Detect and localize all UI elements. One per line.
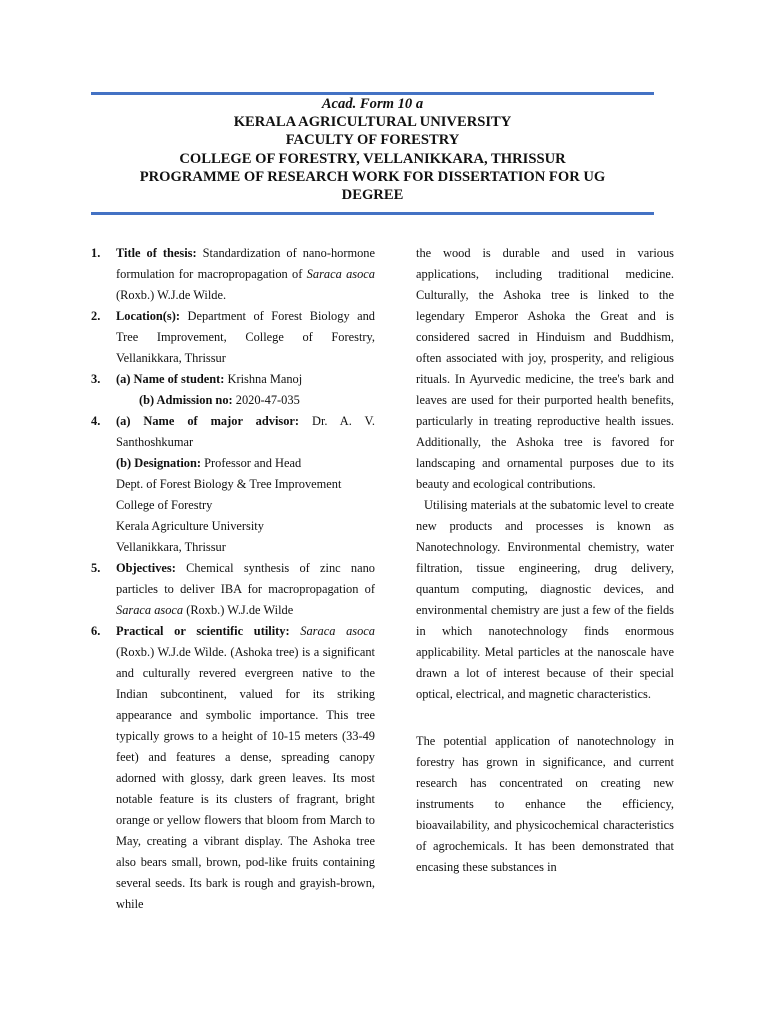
item-text: (Roxb.) W.J.de Wilde: [183, 603, 294, 617]
right-column: [416, 243, 674, 878]
designation-text: Professor and Head: [201, 456, 302, 470]
item-text: Chemical synthesis of zinc nano particles to deliver IBA for macropropagation of: [116, 561, 375, 596]
forestry-nanotech-paragraph: The potential application of nanotechnology in forestry has grown in significance, and current research has concentrated on creating new instruments to enhance the efficiency, bioavailability, and physicochemical characteristics of agrochemicals. It has been demonstrated that encasing these substances in: [416, 734, 674, 874]
utility-paragraph-cont: the wood is durable and used in various applications, including traditional medicine. Culturally, the Ashoka tree is linked to the legendary Emperor Ashoka the Great and is considered sacred in Hinduism and Buddhism, often associated with joy, prosperity, and religious rituals. In Ayurvedic medicine, the tree's bark and leaves are used for their purported health benefits, particularly in treating reproductive health issues. Additionally, the Ashoka tree is favored for landscaping and ornamental purposes due to its beauty and ecological contributions.: [416, 246, 674, 491]
item-number: 1.: [91, 246, 101, 260]
item-label: (b) Admission no:: [139, 393, 233, 407]
item-label: Objectives:: [116, 561, 176, 575]
item-label: (a) Name of major advisor:: [116, 414, 300, 428]
species-name: Saraca asoca: [116, 603, 184, 617]
item-student: [91, 369, 375, 390]
item-label: (a) Name of student:: [116, 372, 225, 386]
item-number: 3.: [91, 372, 101, 386]
item-admission: [91, 390, 375, 411]
advisor-college: College of Forestry: [116, 498, 213, 512]
advisor-name: Dr. A. V. Santhoshkumar: [116, 414, 375, 449]
item-label: Title of thesis:: [116, 246, 197, 260]
item-title: [91, 243, 375, 306]
university-name: KERALA AGRICULTURAL UNIVERSITY: [233, 114, 512, 131]
item-label: (b) Designation:: [116, 456, 202, 470]
species-name: Saraca asoca: [306, 267, 375, 281]
programme-title: PROGRAMME OF RESEARCH WORK FOR DISSERTATION FOR UG: [139, 168, 606, 185]
advisor-place: Vellanikkara, Thrissur: [116, 540, 226, 554]
student-name: Krishna Manoj: [224, 372, 303, 386]
species-name: Saraca asoca: [289, 624, 375, 638]
faculty-name: FACULTY OF FORESTRY: [285, 132, 460, 149]
item-text: (Roxb.) W.J.de Wilde.: [116, 288, 227, 302]
item-number: 2.: [91, 309, 101, 323]
item-label: Practical or scientific utility:: [116, 624, 290, 638]
item-number: 5.: [91, 561, 101, 575]
advisor-designation: [91, 453, 375, 474]
advisor-dept: Dept. of Forest Biology & Tree Improvement: [116, 477, 342, 491]
item-utility: [91, 621, 375, 915]
form-title: Acad. Form 10 a: [321, 96, 424, 112]
item-text: Department of Forest Biology and Tree Improvement, College of Forestry, Vellanikkara, Thrissur: [116, 309, 375, 365]
item-label: Location(s):: [116, 309, 181, 323]
item-objectives: [91, 558, 375, 621]
item-text: (Roxb.) W.J.de Wilde. (Ashoka tree) is a significant and culturally revered evergreen native to the Indian subcontinent, valued for its striking appearance and symbolic importance. This tree typically grows to a height of 10-15 meters (33-49 feet) and features a dense, spreading canopy adorned with glossy, dark green leaves. Its most notable feature is its clusters of fragrant, bright orange or yellow flowers that bloom from March to May, creating a vibrant display. The Ashoka tree also bears small, brown, pod-like fruits containing several seeds. Its bark is rough and grayish-brown, while: [116, 645, 375, 911]
document-header: [91, 95, 654, 204]
nanotech-paragraph: Utilising materials at the subatomic level to create new products and processes is known as Nanotechnology. Environmental chemistry, water filtration, tissue engineering, drug delivery, quantum computing, diagnostic devices, and environmental chemistry are just a few of the fields in which nanotechnology finds enormous applicability. Metal particles at the nanoscale have drawn a lot of interest because of their special optical, electrical, and magnetic characteristics.: [416, 498, 674, 701]
item-advisor: [91, 411, 375, 453]
header-bottom-rule: [91, 212, 654, 215]
admission-number: 2020-47-035: [232, 393, 300, 407]
college-name: COLLEGE OF FORESTRY, VELLANIKKARA, THRISSUR: [179, 150, 566, 167]
programme-title-cont: DEGREE: [341, 187, 404, 204]
item-text: Standardization of nano-hormone formulation for macropropagation of: [116, 246, 375, 281]
item-number: 4.: [91, 414, 101, 428]
left-column: [91, 243, 375, 915]
paragraph-gap: [416, 705, 674, 731]
item-number: 6.: [91, 624, 101, 638]
item-location: [91, 306, 375, 369]
advisor-university: Kerala Agriculture University: [116, 519, 264, 533]
